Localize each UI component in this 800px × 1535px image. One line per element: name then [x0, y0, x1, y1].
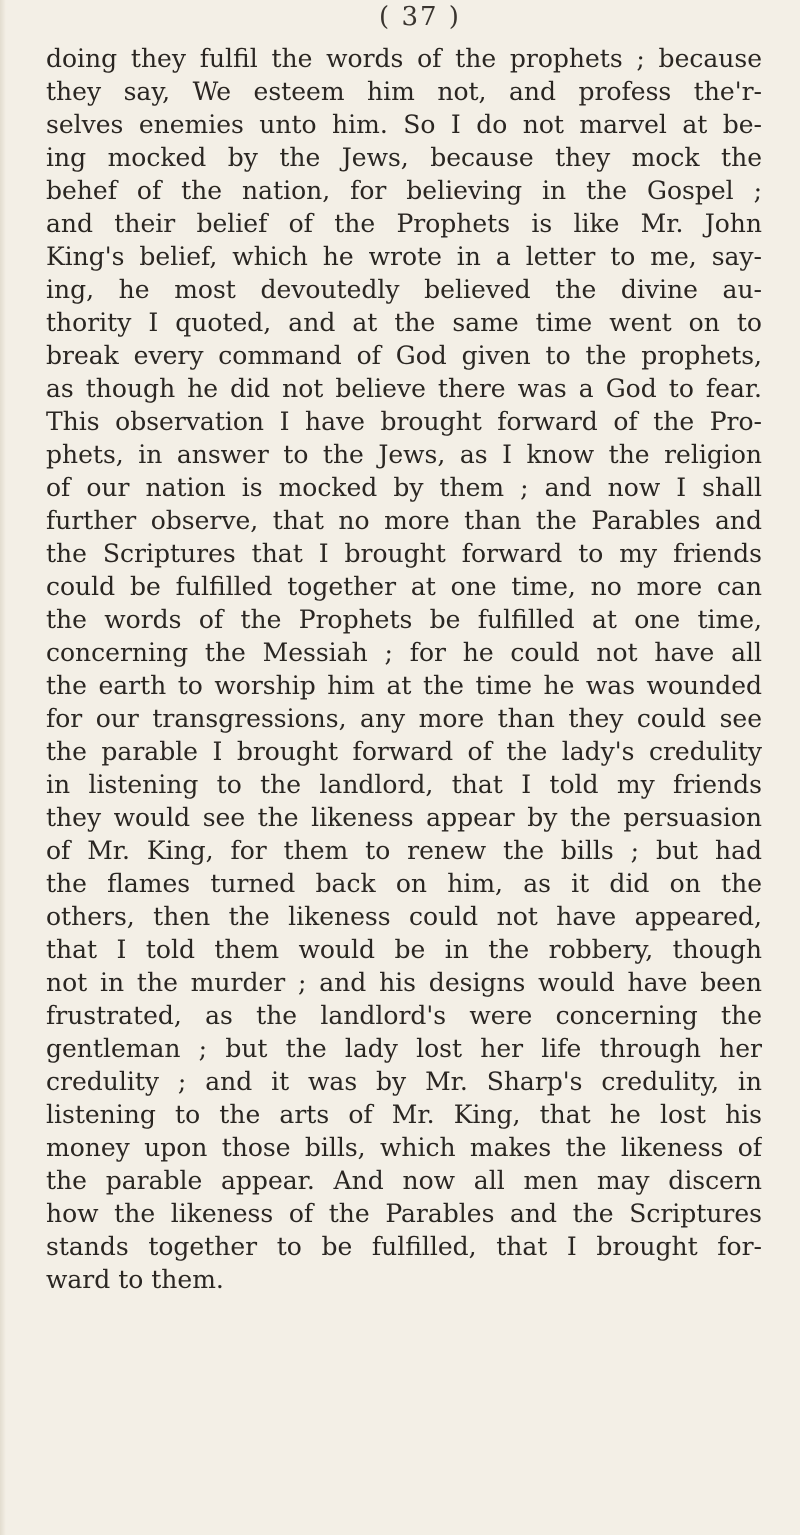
text-line: as though he did not believe there was a God to fear.	[46, 374, 762, 403]
text-line: for our transgressions, any more than they could see	[46, 704, 762, 733]
text-line: phets, in answer to the Jews, as I know the religion	[46, 440, 762, 469]
text-line: money upon those bills, which makes the likeness of	[46, 1133, 762, 1162]
text-line: the words of the Prophets be fulfilled at one time,	[46, 605, 762, 634]
text-line: not in the murder ; and his designs would have been	[46, 968, 762, 997]
text-line: and their belief of the Prophets is like Mr. John	[46, 209, 762, 238]
text-line: in listening to the landlord, that I told my friends	[46, 770, 762, 799]
text-line: King's belief, which he wrote in a letter to me, say-	[46, 242, 762, 271]
text-line: ing, he most devoutedly believed the divine au-	[46, 275, 762, 304]
text-line: This observation I have brought forward of the Pro-	[46, 407, 762, 436]
text-line: of Mr. King, for them to renew the bills ; but had	[46, 836, 762, 865]
text-line: credulity ; and it was by Mr. Sharp's credulity, in	[46, 1067, 762, 1096]
text-line: doing they fulfil the words of the prophets ; because	[46, 44, 762, 73]
text-line: of our nation is mocked by them ; and now I shall	[46, 473, 762, 502]
text-line: that I told them would be in the robbery, though	[46, 935, 762, 964]
text-line: break every command of God given to the prophets,	[46, 341, 762, 370]
text-line: selves enemies unto him. So I do not marvel at be-	[46, 110, 762, 139]
text-line: frustrated, as the landlord's were concerning the	[46, 1001, 762, 1030]
body-text	[46, 42, 762, 1296]
text-line: the Scriptures that I brought forward to my friends	[46, 539, 762, 568]
text-line: ing mocked by the Jews, because they mock the	[46, 143, 762, 172]
text-line: how the likeness of the Parables and the Scriptures	[46, 1199, 762, 1228]
text-line: others, then the likeness could not have appeared,	[46, 902, 762, 931]
text-line: concerning the Messiah ; for he could not have all	[46, 638, 762, 667]
text-line: further observe, that no more than the Parables and	[46, 506, 762, 535]
text-line: stands together to be fulfilled, that I brought for-	[46, 1232, 762, 1261]
text-line: thority I quoted, and at the same time went on to	[46, 308, 762, 337]
text-line: behef of the nation, for believing in the Gospel ;	[46, 176, 762, 205]
page-edge-shadow	[0, 0, 6, 1535]
text-line: the flames turned back on him, as it did on the	[46, 869, 762, 898]
text-line: gentleman ; but the lady lost her life through her	[46, 1034, 762, 1063]
page-number: ( 37 )	[379, 2, 461, 32]
text-line: they would see the likeness appear by the persuasion	[46, 803, 762, 832]
text-line: the parable appear. And now all men may discern	[46, 1166, 762, 1195]
text-line: the parable I brought forward of the lady's credulity	[46, 737, 762, 766]
text-line: listening to the arts of Mr. King, that he lost his	[46, 1100, 762, 1129]
text-line: could be fulfilled together at one time, no more can	[46, 572, 762, 601]
text-line: the earth to worship him at the time he was wounded	[46, 671, 762, 700]
text-line: ward to them.	[46, 1265, 224, 1294]
text-line: they say, We esteem him not, and profess the'r-	[46, 77, 762, 106]
